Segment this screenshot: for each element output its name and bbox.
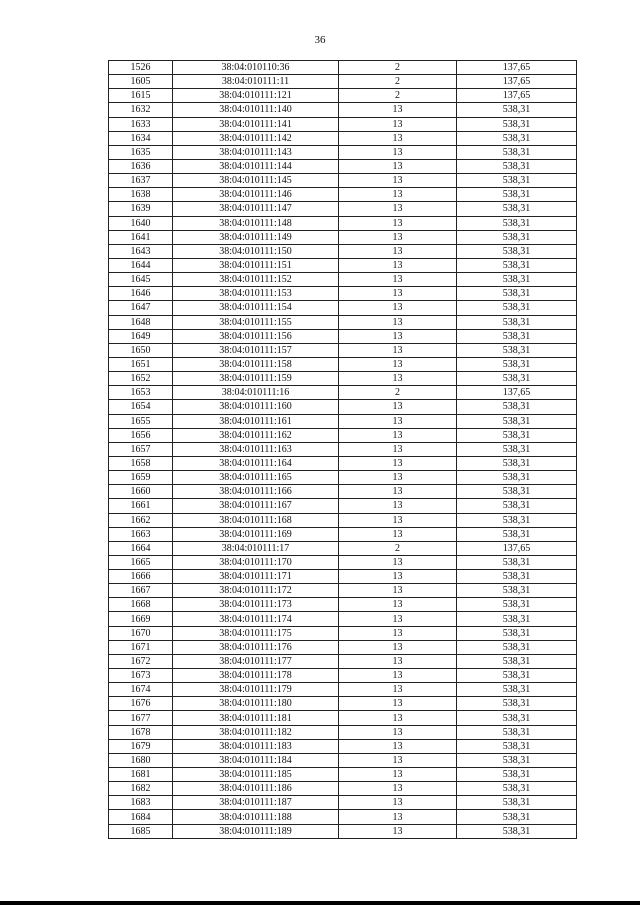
amount-cell: 538,31 (457, 485, 577, 499)
quantity-cell: 2 (339, 89, 457, 103)
cadastral-number-cell: 38:04:010111:172 (173, 584, 339, 598)
row-number-cell: 1658 (109, 456, 173, 470)
table-row (109, 75, 577, 89)
quantity-cell: 13 (339, 273, 457, 287)
table-row (109, 768, 577, 782)
quantity-cell: 13 (339, 782, 457, 796)
cadastral-number-cell: 38:04:010111:159 (173, 372, 339, 386)
cadastral-number-cell: 38:04:010111:160 (173, 400, 339, 414)
amount-cell: 538,31 (457, 159, 577, 173)
quantity-cell: 13 (339, 202, 457, 216)
table-row (109, 570, 577, 584)
row-number-cell: 1665 (109, 555, 173, 569)
amount-cell: 538,31 (457, 654, 577, 668)
row-number-cell: 1638 (109, 188, 173, 202)
quantity-cell: 13 (339, 796, 457, 810)
quantity-cell: 13 (339, 584, 457, 598)
quantity-cell: 13 (339, 697, 457, 711)
cadastral-number-cell: 38:04:010111:189 (173, 824, 339, 838)
cadastral-number-cell: 38:04:010111:173 (173, 598, 339, 612)
data-table (108, 60, 577, 839)
quantity-cell: 13 (339, 428, 457, 442)
quantity-cell: 13 (339, 626, 457, 640)
cadastral-number-cell: 38:04:010111:186 (173, 782, 339, 796)
amount-cell: 538,31 (457, 584, 577, 598)
cadastral-number-cell: 38:04:010111:143 (173, 145, 339, 159)
quantity-cell: 13 (339, 343, 457, 357)
row-number-cell: 1647 (109, 301, 173, 315)
cadastral-number-cell: 38:04:010111:179 (173, 683, 339, 697)
table-row (109, 273, 577, 287)
quantity-cell: 13 (339, 654, 457, 668)
quantity-cell: 13 (339, 258, 457, 272)
amount-cell: 538,31 (457, 697, 577, 711)
cadastral-number-cell: 38:04:010111:182 (173, 725, 339, 739)
quantity-cell: 13 (339, 301, 457, 315)
cadastral-number-cell: 38:04:010111:177 (173, 654, 339, 668)
amount-cell: 538,31 (457, 428, 577, 442)
row-number-cell: 1682 (109, 782, 173, 796)
quantity-cell: 13 (339, 640, 457, 654)
table-row (109, 626, 577, 640)
table-row (109, 174, 577, 188)
table-row (109, 527, 577, 541)
cadastral-number-cell: 38:04:010111:153 (173, 287, 339, 301)
table-row (109, 485, 577, 499)
quantity-cell: 2 (339, 61, 457, 75)
cadastral-number-cell: 38:04:010111:151 (173, 258, 339, 272)
cadastral-number-cell: 38:04:010111:185 (173, 768, 339, 782)
table-row (109, 244, 577, 258)
cadastral-number-cell: 38:04:010111:145 (173, 174, 339, 188)
amount-cell: 538,31 (457, 372, 577, 386)
quantity-cell: 13 (339, 372, 457, 386)
amount-cell: 538,31 (457, 471, 577, 485)
row-number-cell: 1646 (109, 287, 173, 301)
row-number-cell: 1678 (109, 725, 173, 739)
cadastral-number-cell: 38:04:010111:178 (173, 669, 339, 683)
row-number-cell: 1641 (109, 230, 173, 244)
quantity-cell: 13 (339, 287, 457, 301)
amount-cell: 538,31 (457, 442, 577, 456)
cadastral-number-cell: 38:04:010111:140 (173, 103, 339, 117)
amount-cell: 538,31 (457, 174, 577, 188)
row-number-cell: 1633 (109, 117, 173, 131)
quantity-cell: 13 (339, 174, 457, 188)
row-number-cell: 1668 (109, 598, 173, 612)
row-number-cell: 1637 (109, 174, 173, 188)
quantity-cell: 13 (339, 598, 457, 612)
quantity-cell: 13 (339, 555, 457, 569)
amount-cell: 137,65 (457, 386, 577, 400)
row-number-cell: 1684 (109, 810, 173, 824)
row-number-cell: 1659 (109, 471, 173, 485)
table-row (109, 654, 577, 668)
quantity-cell: 13 (339, 230, 457, 244)
amount-cell: 538,31 (457, 301, 577, 315)
amount-cell: 538,31 (457, 103, 577, 117)
quantity-cell: 13 (339, 188, 457, 202)
table-row (109, 782, 577, 796)
row-number-cell: 1670 (109, 626, 173, 640)
table-row (109, 117, 577, 131)
quantity-cell: 13 (339, 456, 457, 470)
table-row (109, 386, 577, 400)
row-number-cell: 1677 (109, 711, 173, 725)
cadastral-number-cell: 38:04:010111:148 (173, 216, 339, 230)
row-number-cell: 1671 (109, 640, 173, 654)
quantity-cell: 13 (339, 159, 457, 173)
table-row (109, 796, 577, 810)
cadastral-number-cell: 38:04:010111:183 (173, 739, 339, 753)
amount-cell: 538,31 (457, 626, 577, 640)
amount-cell: 538,31 (457, 555, 577, 569)
row-number-cell: 1664 (109, 541, 173, 555)
quantity-cell: 2 (339, 386, 457, 400)
quantity-cell: 13 (339, 103, 457, 117)
cadastral-number-cell: 38:04:010111:150 (173, 244, 339, 258)
table-row (109, 471, 577, 485)
row-number-cell: 1605 (109, 75, 173, 89)
amount-cell: 538,31 (457, 131, 577, 145)
table-row (109, 428, 577, 442)
row-number-cell: 1676 (109, 697, 173, 711)
quantity-cell: 13 (339, 315, 457, 329)
row-number-cell: 1681 (109, 768, 173, 782)
quantity-cell: 13 (339, 711, 457, 725)
cadastral-number-cell: 38:04:010111:16 (173, 386, 339, 400)
table-row (109, 442, 577, 456)
row-number-cell: 1667 (109, 584, 173, 598)
amount-cell: 538,31 (457, 513, 577, 527)
row-number-cell: 1649 (109, 329, 173, 343)
amount-cell: 538,31 (457, 343, 577, 357)
table-row (109, 159, 577, 173)
cadastral-number-cell: 38:04:010111:141 (173, 117, 339, 131)
quantity-cell: 13 (339, 570, 457, 584)
amount-cell: 538,31 (457, 244, 577, 258)
amount-cell: 137,65 (457, 75, 577, 89)
table-row (109, 598, 577, 612)
row-number-cell: 1660 (109, 485, 173, 499)
table-row (109, 400, 577, 414)
quantity-cell: 13 (339, 244, 457, 258)
cadastral-number-cell: 38:04:010111:149 (173, 230, 339, 244)
amount-cell: 538,31 (457, 796, 577, 810)
cadastral-number-cell: 38:04:010111:175 (173, 626, 339, 640)
table-row (109, 258, 577, 272)
page-number: 36 (314, 34, 326, 46)
amount-cell: 538,31 (457, 357, 577, 371)
amount-cell: 538,31 (457, 739, 577, 753)
cadastral-number-cell: 38:04:010111:144 (173, 159, 339, 173)
amount-cell: 538,31 (457, 612, 577, 626)
cadastral-number-cell: 38:04:010111:187 (173, 796, 339, 810)
cadastral-number-cell: 38:04:010111:121 (173, 89, 339, 103)
quantity-cell: 13 (339, 216, 457, 230)
amount-cell: 538,31 (457, 810, 577, 824)
cadastral-number-cell: 38:04:010111:146 (173, 188, 339, 202)
table-row (109, 669, 577, 683)
cadastral-number-cell: 38:04:010111:165 (173, 471, 339, 485)
quantity-cell: 13 (339, 485, 457, 499)
cadastral-number-cell: 38:04:010110:36 (173, 61, 339, 75)
table-row (109, 145, 577, 159)
amount-cell: 137,65 (457, 89, 577, 103)
table-row (109, 824, 577, 838)
quantity-cell: 13 (339, 400, 457, 414)
amount-cell: 538,31 (457, 499, 577, 513)
table-row (109, 753, 577, 767)
table-row (109, 230, 577, 244)
cadastral-number-cell: 38:04:010111:158 (173, 357, 339, 371)
quantity-cell: 13 (339, 414, 457, 428)
quantity-cell: 13 (339, 810, 457, 824)
table-row (109, 711, 577, 725)
cadastral-number-cell: 38:04:010111:169 (173, 527, 339, 541)
row-number-cell: 1673 (109, 669, 173, 683)
cadastral-number-cell: 38:04:010111:171 (173, 570, 339, 584)
quantity-cell: 13 (339, 612, 457, 626)
table-row (109, 188, 577, 202)
table-body (109, 61, 577, 839)
table-row (109, 584, 577, 598)
quantity-cell: 13 (339, 471, 457, 485)
table-row (109, 216, 577, 230)
table-row (109, 372, 577, 386)
table-row (109, 810, 577, 824)
cadastral-number-cell: 38:04:010111:174 (173, 612, 339, 626)
table-row (109, 202, 577, 216)
amount-cell: 538,31 (457, 230, 577, 244)
row-number-cell: 1653 (109, 386, 173, 400)
row-number-cell: 1635 (109, 145, 173, 159)
row-number-cell: 1656 (109, 428, 173, 442)
table-row (109, 513, 577, 527)
cadastral-number-cell: 38:04:010111:11 (173, 75, 339, 89)
table-row (109, 61, 577, 75)
amount-cell: 538,31 (457, 145, 577, 159)
row-number-cell: 1650 (109, 343, 173, 357)
row-number-cell: 1674 (109, 683, 173, 697)
amount-cell: 538,31 (457, 598, 577, 612)
amount-cell: 538,31 (457, 400, 577, 414)
amount-cell: 538,31 (457, 570, 577, 584)
quantity-cell: 2 (339, 541, 457, 555)
amount-cell: 538,31 (457, 329, 577, 343)
row-number-cell: 1615 (109, 89, 173, 103)
cadastral-number-cell: 38:04:010111:155 (173, 315, 339, 329)
row-number-cell: 1669 (109, 612, 173, 626)
amount-cell: 538,31 (457, 711, 577, 725)
quantity-cell: 13 (339, 725, 457, 739)
table-row (109, 103, 577, 117)
row-number-cell: 1636 (109, 159, 173, 173)
cadastral-number-cell: 38:04:010111:168 (173, 513, 339, 527)
row-number-cell: 1651 (109, 357, 173, 371)
row-number-cell: 1652 (109, 372, 173, 386)
row-number-cell: 1643 (109, 244, 173, 258)
table-row (109, 541, 577, 555)
amount-cell: 538,31 (457, 202, 577, 216)
table-row (109, 499, 577, 513)
amount-cell: 538,31 (457, 287, 577, 301)
table-row (109, 697, 577, 711)
table-row (109, 725, 577, 739)
amount-cell: 538,31 (457, 216, 577, 230)
row-number-cell: 1634 (109, 131, 173, 145)
amount-cell: 137,65 (457, 541, 577, 555)
row-number-cell: 1644 (109, 258, 173, 272)
cadastral-number-cell: 38:04:010111:167 (173, 499, 339, 513)
quantity-cell: 13 (339, 669, 457, 683)
table-row (109, 357, 577, 371)
table-row (109, 301, 577, 315)
row-number-cell: 1640 (109, 216, 173, 230)
cadastral-number-cell: 38:04:010111:180 (173, 697, 339, 711)
row-number-cell: 1654 (109, 400, 173, 414)
amount-cell: 538,31 (457, 683, 577, 697)
table-row (109, 287, 577, 301)
cadastral-number-cell: 38:04:010111:164 (173, 456, 339, 470)
row-number-cell: 1672 (109, 654, 173, 668)
amount-cell: 538,31 (457, 258, 577, 272)
cadastral-number-cell: 38:04:010111:188 (173, 810, 339, 824)
table-row (109, 315, 577, 329)
amount-cell: 538,31 (457, 725, 577, 739)
amount-cell: 538,31 (457, 669, 577, 683)
table-row (109, 329, 577, 343)
cadastral-number-cell: 38:04:010111:156 (173, 329, 339, 343)
table-row (109, 414, 577, 428)
quantity-cell: 13 (339, 768, 457, 782)
amount-cell: 538,31 (457, 824, 577, 838)
row-number-cell: 1680 (109, 753, 173, 767)
quantity-cell: 13 (339, 739, 457, 753)
cadastral-number-cell: 38:04:010111:176 (173, 640, 339, 654)
quantity-cell: 13 (339, 117, 457, 131)
table-row (109, 131, 577, 145)
table-row (109, 739, 577, 753)
cadastral-number-cell: 38:04:010111:162 (173, 428, 339, 442)
quantity-cell: 13 (339, 753, 457, 767)
quantity-cell: 2 (339, 75, 457, 89)
amount-cell: 538,31 (457, 315, 577, 329)
amount-cell: 538,31 (457, 527, 577, 541)
row-number-cell: 1679 (109, 739, 173, 753)
row-number-cell: 1662 (109, 513, 173, 527)
quantity-cell: 13 (339, 513, 457, 527)
cadastral-number-cell: 38:04:010111:152 (173, 273, 339, 287)
quantity-cell: 13 (339, 442, 457, 456)
cadastral-number-cell: 38:04:010111:157 (173, 343, 339, 357)
amount-cell: 538,31 (457, 782, 577, 796)
row-number-cell: 1657 (109, 442, 173, 456)
amount-cell: 538,31 (457, 640, 577, 654)
row-number-cell: 1655 (109, 414, 173, 428)
cadastral-number-cell: 38:04:010111:170 (173, 555, 339, 569)
cadastral-number-cell: 38:04:010111:161 (173, 414, 339, 428)
cadastral-number-cell: 38:04:010111:163 (173, 442, 339, 456)
cadastral-number-cell: 38:04:010111:17 (173, 541, 339, 555)
cadastral-number-cell: 38:04:010111:184 (173, 753, 339, 767)
quantity-cell: 13 (339, 329, 457, 343)
table-row (109, 612, 577, 626)
quantity-cell: 13 (339, 499, 457, 513)
amount-cell: 538,31 (457, 768, 577, 782)
quantity-cell: 13 (339, 683, 457, 697)
amount-cell: 538,31 (457, 753, 577, 767)
amount-cell: 538,31 (457, 117, 577, 131)
cadastral-number-cell: 38:04:010111:147 (173, 202, 339, 216)
row-number-cell: 1645 (109, 273, 173, 287)
row-number-cell: 1666 (109, 570, 173, 584)
quantity-cell: 13 (339, 527, 457, 541)
table-row (109, 640, 577, 654)
quantity-cell: 13 (339, 357, 457, 371)
quantity-cell: 13 (339, 824, 457, 838)
quantity-cell: 13 (339, 145, 457, 159)
amount-cell: 538,31 (457, 414, 577, 428)
amount-cell: 538,31 (457, 188, 577, 202)
amount-cell: 538,31 (457, 456, 577, 470)
row-number-cell: 1648 (109, 315, 173, 329)
cadastral-number-cell: 38:04:010111:166 (173, 485, 339, 499)
scan-edge-bar (0, 901, 640, 905)
row-number-cell: 1661 (109, 499, 173, 513)
amount-cell: 538,31 (457, 273, 577, 287)
table-row (109, 343, 577, 357)
cadastral-number-cell: 38:04:010111:154 (173, 301, 339, 315)
quantity-cell: 13 (339, 131, 457, 145)
table-row (109, 456, 577, 470)
cadastral-number-cell: 38:04:010111:181 (173, 711, 339, 725)
row-number-cell: 1685 (109, 824, 173, 838)
amount-cell: 137,65 (457, 61, 577, 75)
row-number-cell: 1526 (109, 61, 173, 75)
table-row (109, 683, 577, 697)
row-number-cell: 1639 (109, 202, 173, 216)
table-row (109, 555, 577, 569)
row-number-cell: 1632 (109, 103, 173, 117)
row-number-cell: 1663 (109, 527, 173, 541)
row-number-cell: 1683 (109, 796, 173, 810)
table-row (109, 89, 577, 103)
cadastral-number-cell: 38:04:010111:142 (173, 131, 339, 145)
